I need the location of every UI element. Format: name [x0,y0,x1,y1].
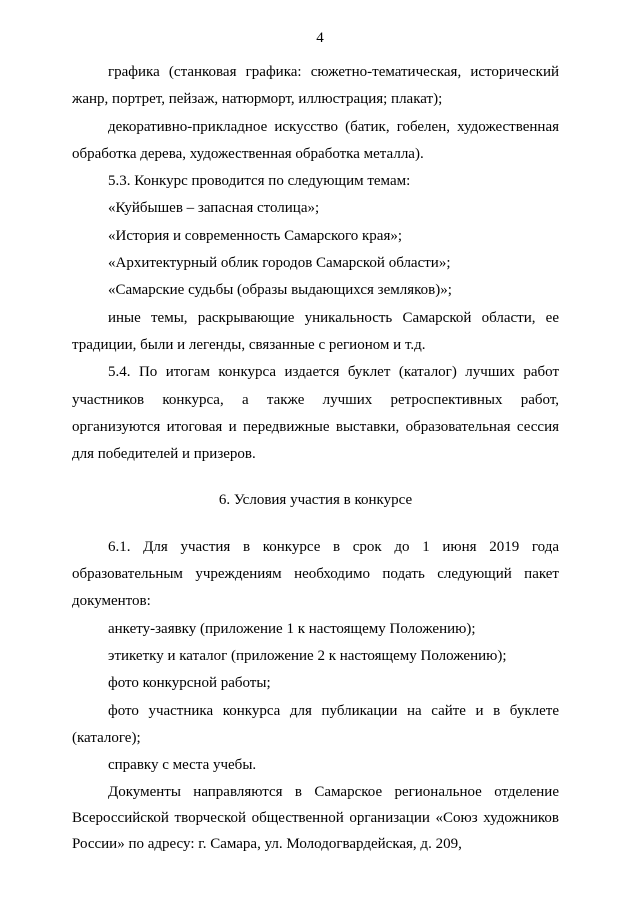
theme-item-kuibyshev: «Куйбышев – запасная столица»; [108,200,320,217]
document-item-participant-photo: фото участника конкурса для публикации на сайте и в буклете (каталоге); [72,702,559,746]
page-number: 4 [316,30,324,46]
paragraph-decorative-arts: декоративно-прикладное искусство (батик, гобелен, художественная обработка дерева, художественная обработка металла). [72,118,559,162]
paragraph-graphics: графика (станковая графика: сюжетно-тематическая, исторический жанр, портрет, пейзаж, натюрморт, иллюстрация; плакат); [72,64,559,108]
document-item-school-certificate: справку с места учебы. [108,757,257,774]
document-item-label-catalog: этикетку и каталог (приложение 2 к настоящему Положению); [108,647,507,664]
theme-item-history: «История и современность Самарского края»; [108,227,403,244]
paragraph-address: Документы направляются в Самарское региональное отделение Всероссийской творческой общественной организации «Союз художников России» по адресу: г. Самара, ул. Молодогвардейская, д. 209, [72,784,559,853]
theme-item-other: иные темы, раскрывающие уникальность Самарской области, ее традиции, были и легенды, связанные с регионом и т.д. [72,309,559,353]
page-body [72,59,559,857]
theme-item-architecture: «Архитектурный облик городов Самарской области»; [108,255,451,272]
paragraph-6-1-documents: 6.1. Для участия в конкурсе в срок до 1 июня 2019 года образовательным учреждениям необходимо подать следующий пакет документов: [72,538,559,610]
paragraph-5-4-booklet: 5.4. По итогам конкурса издается буклет (каталог) лучших работ участников конкурса, а также лучших ретроспективных работ, организуются итоговая и передвижные выставки, образовательная сессия для победителей и призеров. [72,364,559,463]
paragraph-5-3-themes-intro: 5.3. Конкурс проводится по следующим темам: [108,173,411,190]
theme-item-destinies: «Самарские судьбы (образы выдающихся земляков)»; [108,282,452,299]
document-item-application: анкету-заявку (приложение 1 к настоящему Положению); [108,620,476,637]
document-item-work-photo: фото конкурсной работы; [108,675,271,692]
section-heading: 6. Условия участия в конкурсе [218,492,413,509]
